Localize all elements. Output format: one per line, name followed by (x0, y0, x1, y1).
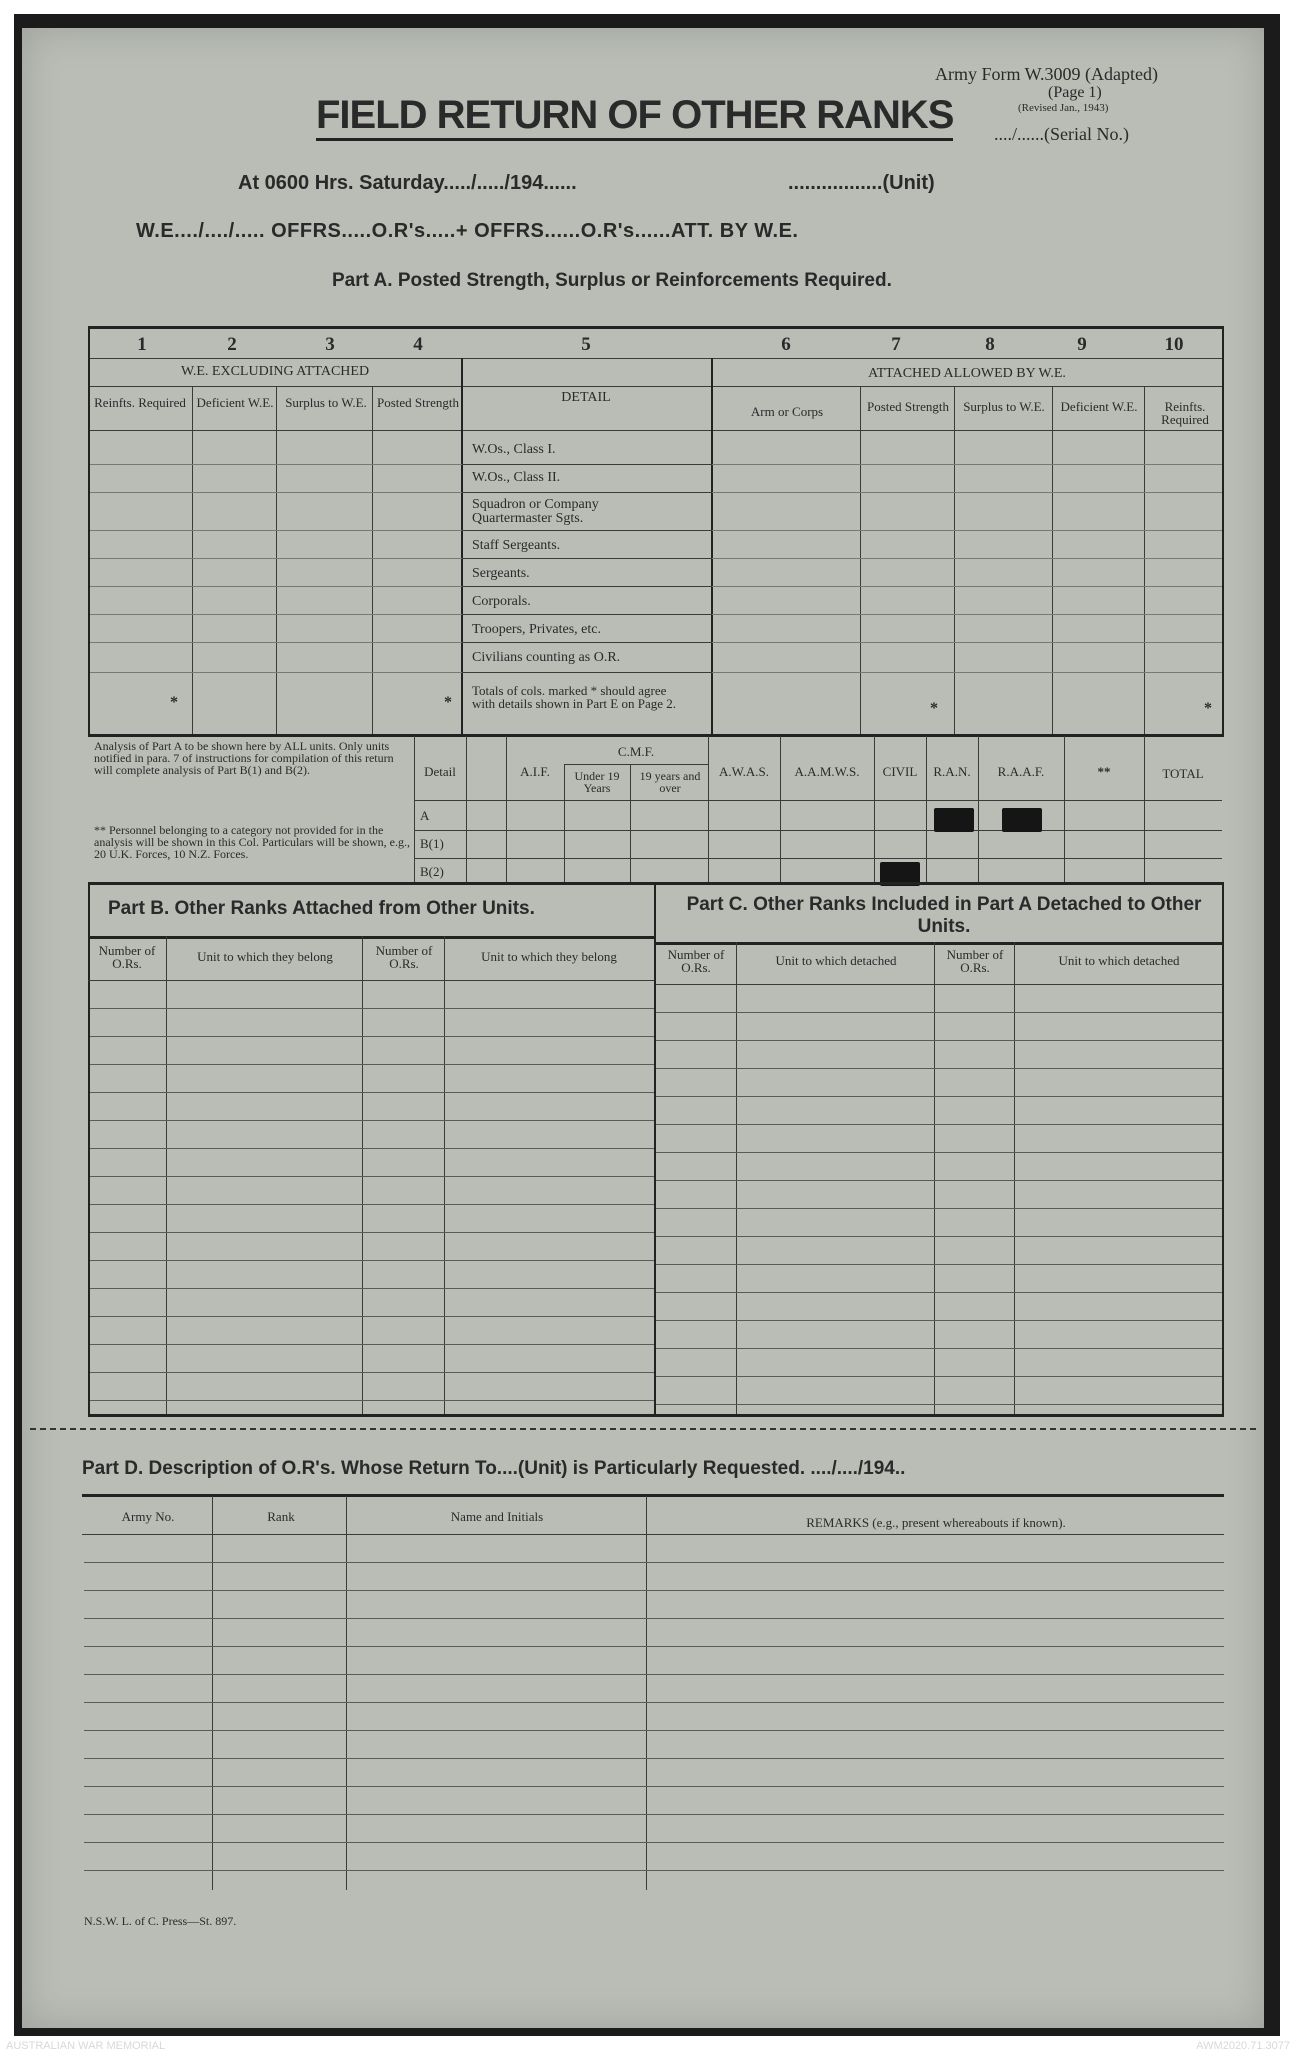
part-b-header-number: Number of O.Rs. (98, 943, 156, 971)
press-mark: N.S.W. L. of C. Press—St. 897. (84, 1914, 237, 1928)
col-number: 3 (325, 334, 335, 355)
header-posted-strength: Posted Strength (377, 395, 459, 410)
row-wo-class-1: W.Os., Class I. (472, 442, 556, 457)
row-troopers: Troopers, Privates, etc. (472, 622, 601, 637)
analysis-total: TOTAL (1162, 766, 1204, 781)
header-reinfts-att: Reinfts. Required (1161, 399, 1209, 427)
row-civilians: Civilians counting as O.R. (472, 650, 621, 665)
analysis-under-19: Under 19 Years (574, 769, 620, 795)
col-number: 7 (891, 334, 901, 355)
col-number: 6 (781, 334, 791, 355)
row-cqms: Squadron or Company Quartermaster Sgts. (472, 497, 599, 526)
header-surplus: Surplus to W.E. (285, 395, 367, 410)
form-title: FIELD RETURN OF OTHER RANKS (316, 92, 953, 141)
revised-date: (Revised Jan., 1943) (1018, 102, 1109, 114)
part-b-header-unit: Unit to which they belong (197, 949, 333, 964)
page-label: (Page 1) (1048, 84, 1102, 101)
we-line: W.E..../..../..... OFFRS.....O.R's.....+ OFFRS......O.R's......ATT. BY W.E. (136, 220, 799, 242)
part-d-header-rank: Rank (267, 1509, 295, 1524)
analysis-civil: CIVIL (882, 764, 918, 779)
analysis-note-other: ** Personnel belonging to a category not provided for in the analysis will be shown in this Col. Particulars will be shown, e.g., 20 U.K. Forces, 10 N.Z. Forces. (94, 823, 410, 861)
part-d-header-army-no: Army No. (121, 1509, 175, 1524)
part-c-header-unit: Unit to which detached (775, 953, 897, 968)
col-number: 1 (137, 334, 147, 355)
header-reinfts-required: Reinfts. Required (94, 395, 186, 410)
part-c-header-unit: Unit to which detached (1058, 953, 1180, 968)
analysis-raaf: R.A.A.F. (997, 764, 1045, 779)
part-d-header-remarks: REMARKS (e.g., present whereabouts if known). (806, 1515, 1066, 1530)
star-marker: * (170, 694, 178, 711)
analysis-other: ** (1097, 764, 1111, 779)
col-number: 5 (581, 334, 591, 355)
star-marker: * (444, 694, 452, 711)
date-line: At 0600 Hrs. Saturday...../...../194...... (238, 172, 577, 194)
part-d-header-name: Name and Initials (450, 1509, 544, 1524)
analysis-awas: A.W.A.S. (718, 764, 770, 779)
analysis-row-a: A (420, 808, 430, 823)
header-surplus-att: Surplus to W.E. (963, 399, 1045, 414)
col-number: 9 (1077, 334, 1087, 355)
redaction-ran (934, 808, 974, 832)
header-deficient: Deficient W.E. (196, 395, 274, 410)
part-c-header-number: Number of O.Rs. (946, 947, 1004, 975)
row-staff-sergeants: Staff Sergeants. (472, 538, 561, 553)
part-a-title: Part A. Posted Strength, Surplus or Reinforcements Required. (332, 270, 892, 291)
part-b-header-unit: Unit to which they belong (481, 949, 617, 964)
header-detail: DETAIL (561, 390, 611, 405)
star-marker: * (930, 700, 938, 717)
header-deficient-att: Deficient W.E. (1060, 399, 1138, 414)
analysis-row-b1: B(1) (420, 836, 444, 851)
col-number: 8 (985, 334, 995, 355)
analysis-detail: Detail (424, 764, 456, 779)
analysis-ran: R.A.N. (933, 764, 971, 779)
part-b-title: Part B. Other Ranks Attached from Other Units. (108, 898, 535, 919)
row-corporals: Corporals. (472, 594, 531, 609)
analysis-aamws: A.A.M.W.S. (794, 764, 860, 779)
perforation-line (30, 1428, 1256, 1430)
redaction-raaf (1002, 808, 1042, 832)
header-posted-strength-att: Posted Strength (867, 399, 949, 414)
group-we-excluding: W.E. EXCLUDING ATTACHED (180, 364, 370, 379)
part-b-header-number: Number of O.Rs. (375, 943, 433, 971)
footer-left: AUSTRALIAN WAR MEMORIAL (6, 2040, 166, 2052)
analysis-19-over: 19 years and over (639, 769, 701, 795)
unit-line: .................(Unit) (788, 172, 935, 194)
analysis-cmf: C.M.F. (617, 744, 655, 759)
analysis-aif: A.I.F. (520, 764, 550, 779)
row-wo-class-2: W.Os., Class II. (472, 470, 561, 485)
part-c-header-number: Number of O.Rs. (667, 947, 725, 975)
part-d-title: Part D. Description of O.R's. Whose Return To....(Unit) is Particularly Requested. ..../..../194.. (82, 1458, 906, 1479)
totals-note: Totals of cols. marked * should agree with details shown in Part E on Page 2. (472, 683, 677, 711)
form-number: Army Form W.3009 (Adapted) (935, 64, 1158, 84)
group-attached: ATTACHED ALLOWED BY W.E. (868, 366, 1066, 381)
analysis-note: Analysis of Part A to be shown here by ALL units. Only units notified in para. 7 of instructions for compilation of this return will complete analysis of Part B(1) and B(2). (94, 739, 394, 777)
row-sergeants: Sergeants. (472, 566, 530, 581)
footer-right: AWM2020.71.3077 (1196, 2040, 1290, 2052)
part-c-title: Part C. Other Ranks Included in Part A Detached to Other Units. (686, 894, 1202, 937)
star-marker: * (1204, 700, 1212, 717)
col-number: 10 (1164, 334, 1184, 355)
analysis-row-b2: B(2) (420, 864, 444, 879)
col-number: 4 (413, 334, 423, 355)
header-arm-corps: Arm or Corps (750, 404, 824, 419)
col-number: 2 (227, 334, 237, 355)
serial-number: ..../......(Serial No.) (994, 124, 1129, 144)
